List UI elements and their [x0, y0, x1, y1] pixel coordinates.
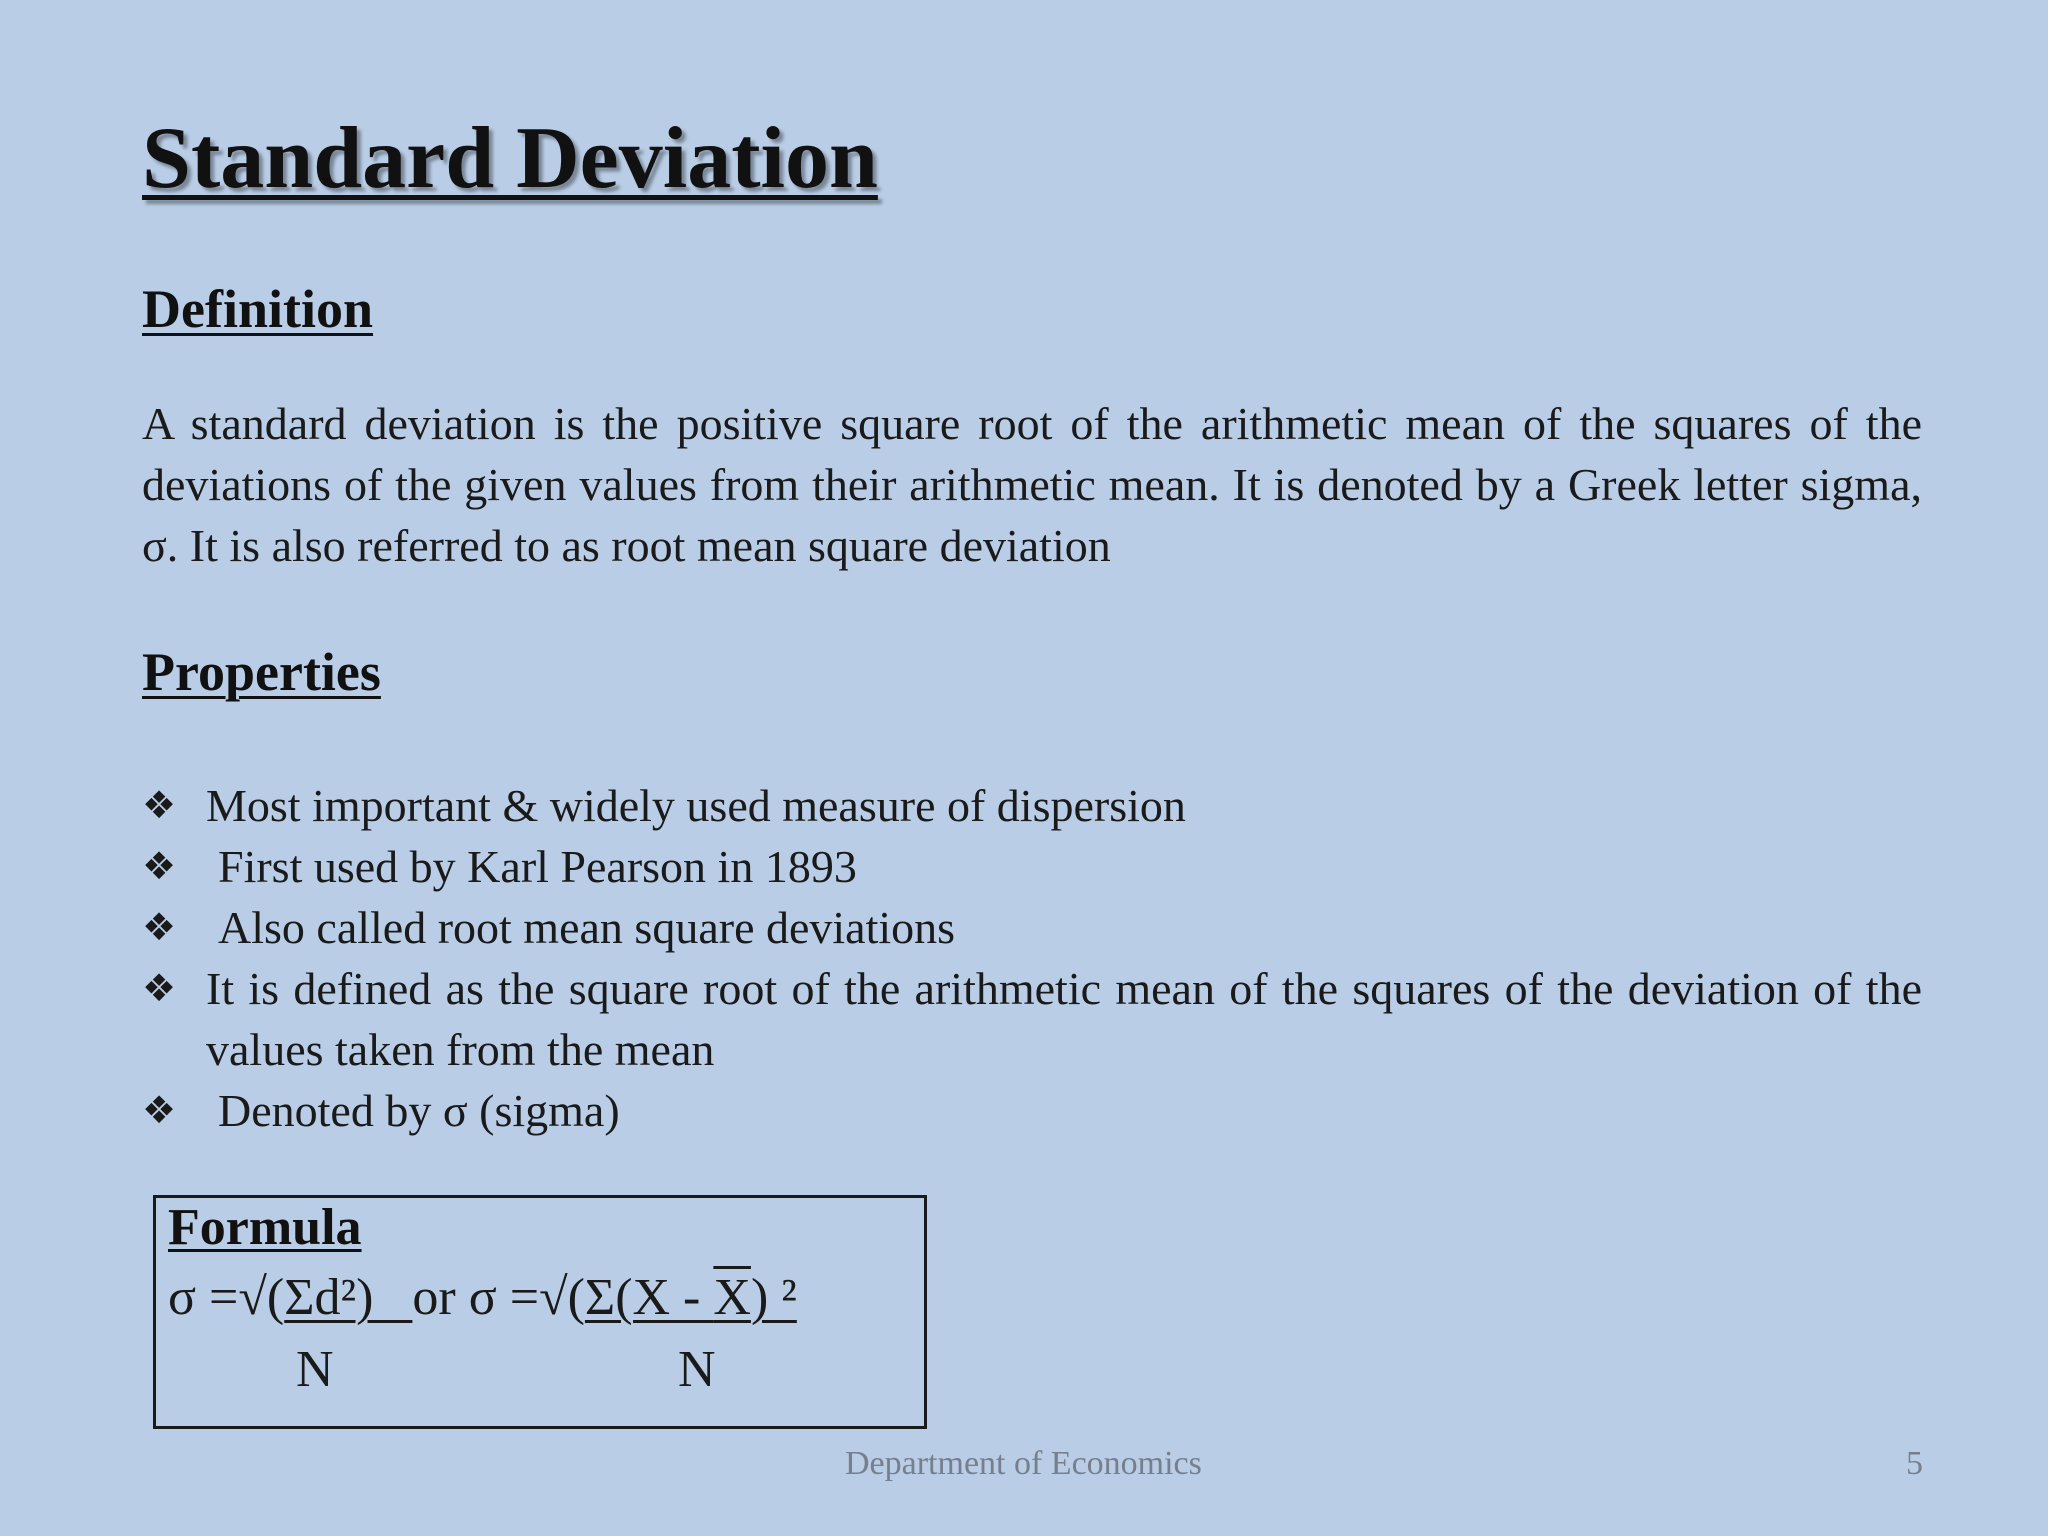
slide-title: Standard Deviation: [142, 110, 878, 207]
formula-connector: or σ =√(: [412, 1269, 585, 1326]
property-text: Most important & widely used measure of dispersion: [206, 780, 1186, 831]
formula-denominator-2: N: [678, 1341, 716, 1398]
formula-box: [153, 1195, 927, 1429]
property-item: [142, 1080, 1922, 1141]
formula-part2-numerator-a: Σ(X -: [584, 1269, 714, 1326]
formula-part2-numerator: [585, 1269, 797, 1326]
property-item: [142, 897, 1922, 958]
footer-department: Department of Economics: [845, 1445, 1202, 1482]
formula-x-bar: X: [713, 1269, 751, 1326]
property-item: [142, 775, 1922, 836]
property-text: Denoted by σ (sigma): [218, 1085, 620, 1136]
formula-expression: [168, 1266, 797, 1330]
footer-page-number: 5: [1906, 1445, 1923, 1482]
formula-heading: Formula: [168, 1199, 362, 1256]
property-item: [142, 836, 1922, 897]
property-text: It is defined as the square root of the arithmetic mean of the squares of the deviation of the values taken from the mean: [206, 963, 1922, 1075]
formula-part1-numerator: Σd²): [284, 1269, 413, 1326]
formula-part1-prefix: σ =√(: [168, 1269, 285, 1326]
formula-denominator-1: N: [296, 1341, 334, 1398]
properties-heading: Properties: [142, 642, 381, 702]
property-text: Also called root mean square deviations: [218, 902, 956, 953]
diamond-bullet-icon: ❖: [142, 966, 177, 1010]
property-text: First used by Karl Pearson in 1893: [218, 841, 857, 892]
diamond-bullet-icon: ❖: [142, 1088, 177, 1132]
definition-text: A standard deviation is the positive square root of the arithmetic mean of the squares of the deviations of the given values from their arithmetic mean. It is denoted by a Greek letter sigma, σ. It is also referred to as root mean square deviation: [142, 398, 1922, 571]
definition-heading: Definition: [142, 279, 374, 339]
diamond-bullet-icon: ❖: [142, 905, 177, 949]
property-item: [142, 958, 1922, 1080]
diamond-bullet-icon: ❖: [142, 783, 177, 827]
formula-part2-numerator-b: ) ²: [750, 1269, 797, 1326]
properties-list: [142, 775, 1922, 1141]
diamond-bullet-icon: ❖: [142, 844, 177, 888]
